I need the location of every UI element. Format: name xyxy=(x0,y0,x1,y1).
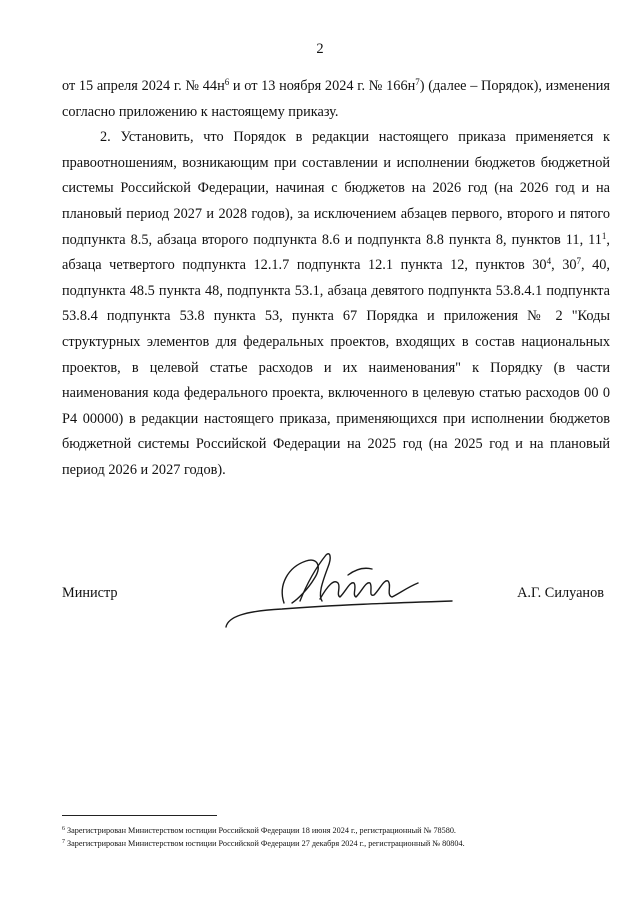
paragraph-1 xyxy=(62,74,610,125)
footnote-7-mark: 7 xyxy=(62,838,65,845)
footnote-6-mark: 6 xyxy=(62,826,65,832)
paragraph-2 xyxy=(62,125,610,483)
document-body xyxy=(62,74,610,484)
page-number: 2 xyxy=(316,41,324,57)
footnote-ref-6: 6 xyxy=(224,77,230,87)
paragraph-1-text-2: и от 13 ноября 2024 г. № 166н xyxy=(229,78,416,94)
paragraph-1-text-3: ) (далее – Порядок), изменения согласно приложению к настоящему приказу. xyxy=(62,78,610,120)
superscript-4: 4 xyxy=(546,256,552,267)
paragraph-2-text-3: , 30 xyxy=(551,257,577,274)
footnote-ref-7: 7 xyxy=(415,77,420,87)
paragraph-2-text-2: , абзаца четвертого подпункта 12.1.7 подпункта 12.1 пункта 12, пунктов 30 xyxy=(62,231,610,274)
footnotes xyxy=(62,825,622,850)
footnote-7 xyxy=(62,838,622,851)
signatory-name: А.Г. Силуанов xyxy=(517,585,604,601)
signatory-title: Министр xyxy=(62,585,118,601)
handwritten-signature xyxy=(222,545,482,635)
superscript-7: 7 xyxy=(576,256,581,267)
footnote-divider xyxy=(62,815,217,816)
paragraph-2-text-1: 2. Установить, что Порядок в редакции настоящего приказа применяется к правоотношениям, возникающим при составлении и исполнении бюджетов бюджетной системы Российской Федерации, начиная с бюджетов на 2026 год (на 2026 год и на плановый период 2027 и 2028 годов), за исключением абзацев первого, второго и пятого подпункта 8.5, абзаца второго подпункта 8.6 и подпункта 8.8 пункта 8, пунктов 11, 11 xyxy=(62,129,610,248)
footnote-7-text: Зарегистрирован Министерством юстиции Российской Федерации 27 декабря 2024 г., регистрационный № 80804. xyxy=(65,838,465,848)
paragraph-1-text-1: от 15 апреля 2024 г. № 44н xyxy=(62,78,225,94)
superscript-1: 1 xyxy=(601,230,607,241)
footnote-6-text: Зарегистрирован Министерством юстиции Российской Федерации 18 июня 2024 г., регистрационный № 78580. xyxy=(65,826,456,835)
footnote-6 xyxy=(62,825,622,838)
paragraph-2-text-4: , 40, подпункта 48.5 пункта 48, подпункта 53.1, абзаца девятого подпункта 53.8.4.1 подпункта 53.8.4 подпункта 53.8 пункта 53, пункта 67 Порядка и приложения № 2 "Коды структурных элементов для федеральных проектов, входящих в состав национальных проектов, в целевой статье расходов и их наименования" к Порядку (в части наименования кода федерального проекта, включенного в целевую статью расходов 00 0 Р4 00000) в редакции настоящего приказа, применяющихся при исполнении бюджетов бюджетной системы Российской Федерации на 2025 год (на 2025 год и на плановый период 2026 и 2027 годов). xyxy=(62,257,610,478)
